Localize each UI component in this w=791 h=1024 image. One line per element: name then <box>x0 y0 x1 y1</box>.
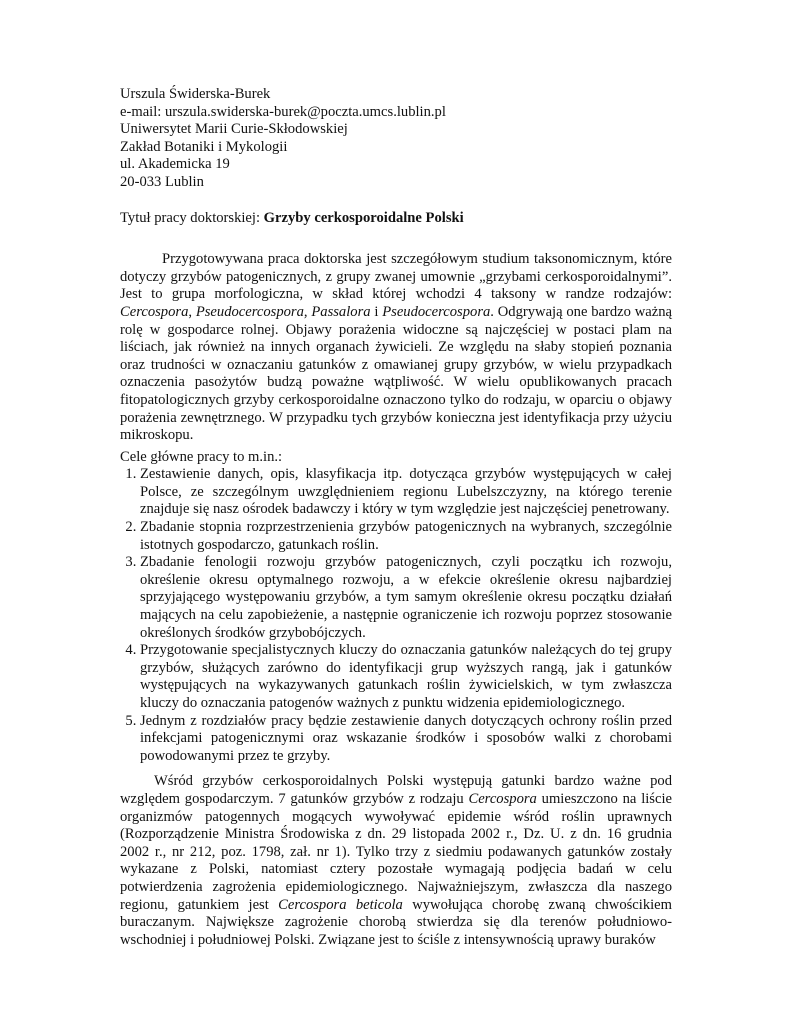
goals-heading: Cele główne pracy to m.in.: <box>120 448 283 465</box>
author-header <box>120 86 672 192</box>
closing-text-2: umieszczono na liście organizmów patogennych mogących wywoływać epidemie wśród roślin uprawnych (Rozporządzenie Ministra Środowiska z dn. 29 listopada 2002 r., Dz. U. z dn. 16 grudnia 2002 r., nr 212, poz. 1798, zał. nr 1). Tylko trzy z siedmiu podawanych gatunków zostały wykazane z Polski, natomiast cztery pozostałe wymagają podjęcia badań w celu potwierdzenia zagrożenia epidemiologicznego. Najważniejszym, zwłaszcza dla naszego regionu, gatunkiem jest <box>120 790 672 913</box>
closing-paragraph <box>120 773 672 949</box>
goal-item: 3. Zbadanie fenologii rozwoju grzybów patogenicznych, czyli początku ich rozwoju, określenie okresu optymalnego rozwoju, a w efekcie określenie okresu najbardziej sprzyjającego występowaniu grzybów, a tym samym określenie okresu początku działań mających na celu zapobieżenie, a następnie ograniczenie ich rozwoju poprzez stosowanie określonych środków grzybobójczych. <box>140 554 672 642</box>
goal-item: 5. Jednym z rozdziałów pracy będzie zestawienie danych dotyczących ochrony roślin przed infekcjami patogenicznymi oraz wskazanie środków i sposobów walki z chorobami powodowanymi przez te grzyby. <box>140 713 672 766</box>
species-name: Cercospora beticola <box>278 896 403 913</box>
intro-text-2: . Odgrywają one bardzo ważną rolę w gospodarce rolnej. Objawy porażenia widoczne są najczęściej w postaci plam na liściach, jak również na innych organach żywicieli. Ze względu na słaby stopień poznania oraz trudności w oznaczaniu gatunków z omawianej grupy grzybów, w wielu przypadkach oznaczenia pasożytów budzą poważne wątpliwość. W wielu opublikowanych pracach fitopatologicznych grzyby cerkosporoidalne oznaczono tylko do rodzaju, w oparciu o objawy porażenia zewnętrznego. W przypadku tych grzybów konieczna jest identyfikacja przy użyciu mikroskopu. <box>120 303 673 444</box>
university-name: Uniwersytet Marii Curie-Skłodowskiej <box>120 121 348 138</box>
thesis-title-label: Tytuł pracy doktorskiej: <box>120 209 264 226</box>
genus-name: Passalora <box>311 303 371 320</box>
thesis-title: Grzyby cerkosporoidalne Polski <box>263 209 464 226</box>
author-email: e-mail: urszula.swiderska-burek@poczta.umcs.lublin.pl <box>120 103 446 120</box>
closing-text-3: wywołująca chorobę zwaną chwościkiem buraczanym. Największe zagrożenie chorobą stwierdza się dla terenów południowo-wschodniej i południowej Polski. Związane jest to ściśle z intensywnością uprawy buraków <box>120 896 673 948</box>
goal-item: 2. Zbadanie stopnia rozprzestrzenienia grzybów patogenicznych na wybranych, szczególnie istotnych gospodarczo, gatunkach roślin. <box>140 519 672 554</box>
genus-name: Cercospora <box>120 303 189 320</box>
thesis-title-line <box>120 210 672 228</box>
goals-list <box>120 466 672 765</box>
separator: , <box>188 303 196 320</box>
intro-paragraph <box>120 251 672 445</box>
author-name: Urszula Świderska-Burek <box>120 86 271 102</box>
city-postcode: 20-033 Lublin <box>120 173 204 190</box>
genus-name: Pseudocercospora <box>382 303 491 320</box>
genus-name: Cercospora <box>468 790 537 807</box>
separator: , <box>303 303 312 320</box>
goal-item: 4. Przygotowanie specjalistycznych kluczy do oznaczania gatunków należących do tej grupy grzybów, służących zarówno do identyfikacji grup wyższych rangą, jak i gatunków występujących na wykazywanych gatunkach roślin żywicielskich, w tym zwłaszcza kluczy do oznaczania patogenów ważnych z punktu widzenia epidemiologicznego. <box>140 642 672 712</box>
genus-name: Pseudocercospora <box>195 303 304 320</box>
street-address: ul. Akademicka 19 <box>120 156 230 173</box>
intro-text-1: Przygotowywana praca doktorska jest szczegółowym studium taksonomicznym, które dotyczy grzybów patogenicznych, z grupy zwanej umownie „grzybami cerkosporoidalnymi”. Jest to grupa morfologiczna, w skład której wchodzi 4 taksony w randze rodzajów: <box>120 251 672 303</box>
closing-text-1: Wśród grzybów cerkosporoidalnych Polski występują gatunki bardzo ważne pod względem gospodarczym. 7 gatunków grzybów z rodzaju <box>120 773 672 807</box>
department-name: Zakład Botaniki i Mykologii <box>120 138 288 155</box>
document-page <box>120 86 672 949</box>
goal-item: 1. Zestawienie danych, opis, klasyfikacja itp. dotycząca grzybów występujących w całej Polsce, ze szczególnym uwzględnieniem regionu Lubelszczyzny, na którego terenie znajduje się nasz ośrodek badawczy i który w tym względzie jest najczęściej penetrowany. <box>140 466 672 519</box>
separator: i <box>370 303 383 320</box>
